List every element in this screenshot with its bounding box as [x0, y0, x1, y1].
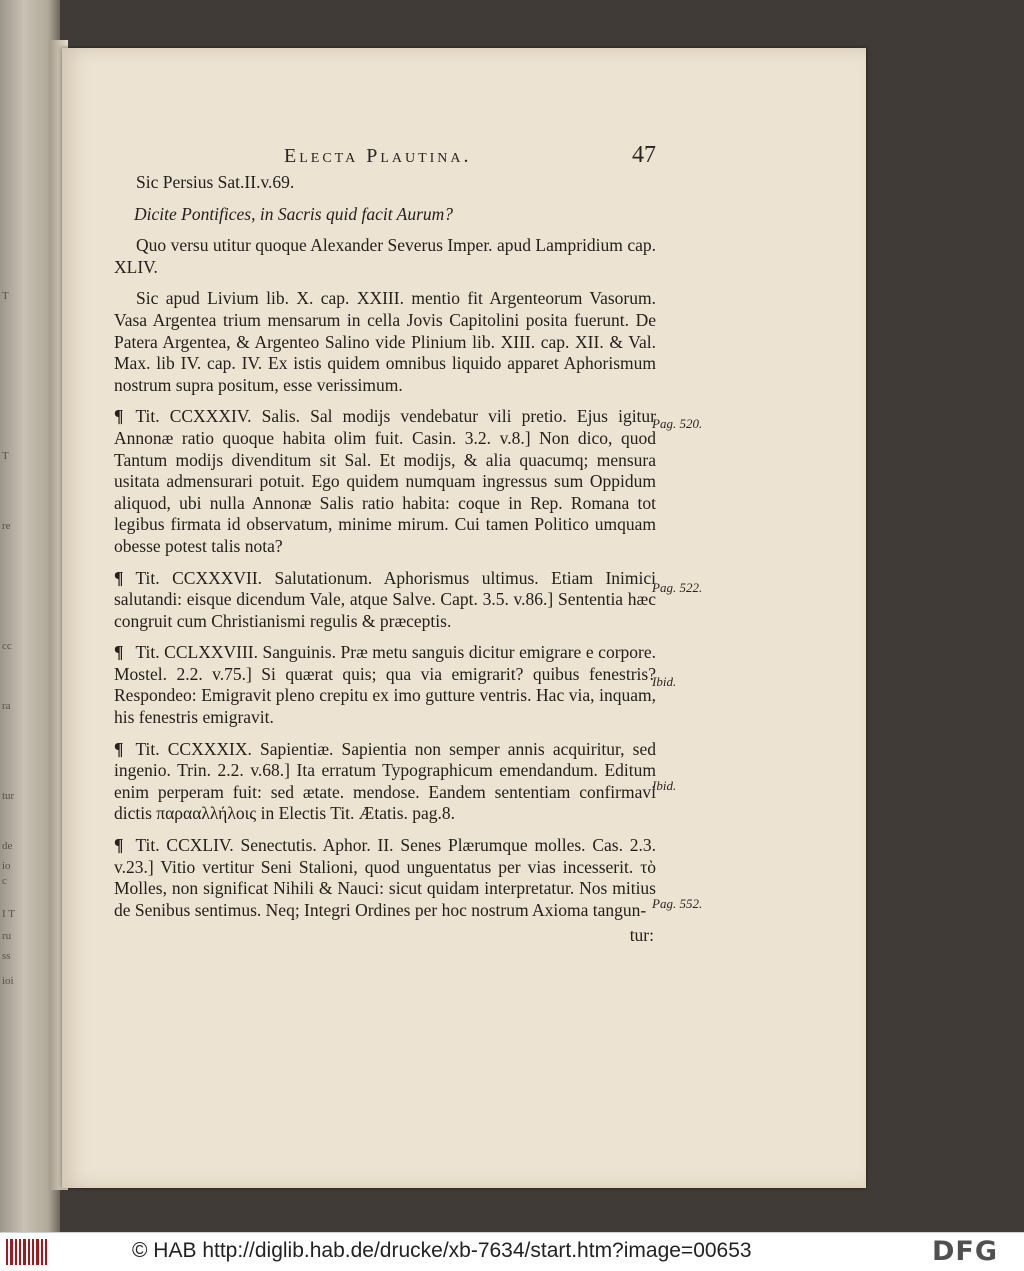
side-note: Pag. 522. [652, 580, 703, 595]
paragraph-mark: ¶ [114, 835, 124, 856]
hab-barcode-icon [6, 1239, 50, 1265]
paragraph-entry [114, 835, 656, 921]
paragraph-entry-text: Tit. CCXXXVII. Salutationum. Aphorismus ultimus. Etiam Inimici salutandi: eisque dicendum Vale, atque Salve. Capt. 3.5. v.86.] Sententia hæc congruit cum Christianismi regulis & præceptis. [114, 567, 656, 631]
paragraph-entry-text: Tit. CCXXXIV. Salis. Sal modijs vendebatur vili pretio. Ejus igitur Annonæ ratio quoque habita olim fuit. Casin. 3.2. v.8.] Non dico, quod Tantum modijs divenditum sit Sal. Et modijs, & alia quacumq; mensura usitata admensurari potuit. Ego quidem numquam ingressus sum Oppidum aliquod, ubi nulla Annonæ Salis ratio habita: coque in Rep. Romana tot legibus firmata id observatum, minime mirum. Cui tamen Politico umquam obesse potest talis nota? [114, 406, 656, 556]
page-text [114, 172, 656, 947]
left-page-fragment: cc [2, 640, 12, 652]
paragraph-mark: ¶ [114, 642, 124, 663]
book-page [62, 48, 866, 1188]
paragraph-mark: ¶ [114, 738, 124, 759]
paragraph-mark: ¶ [114, 567, 124, 588]
side-note: Pag. 520. [652, 416, 703, 431]
page-number: 47 [632, 142, 656, 168]
left-page-fragment: ioi [2, 975, 14, 987]
paragraph-entry-text: Tit. CCXXXIX. Sapientiæ. Sapientia non semper annis acquiritur, sed ingenio. Trin. 2.2. v.68.] Ita erratum Typographicum emendandum. Editum enim perperam fuit: sed ætate. mendose. Eandem sententiam confirmavi dictis παρααλλήλοις in Electis Tit. Ætatis. pag.8. [114, 738, 656, 824]
paragraph-mark: ¶ [114, 406, 124, 427]
paragraph-entry-text: Tit. CCXLIV. Senectutis. Aphor. II. Senes Plærumque molles. Cas. 2.3. v.23.] Vitio vertitur Seni Stalioni, quod unguentatus per vias incesserit. τὸ Molles, non significat Nihili & Nauci: sicut quidam interpretatur. Nos mitius de Senibus sentimus. Neq; Integri Ordines per hoc nostrum Axioma tangun- [114, 835, 656, 920]
paragraph-entry [114, 568, 656, 633]
paragraph: Quo versu utitur quoque Alexander Severus Imper. apud Lampridium cap. XLIV. [114, 235, 656, 277]
left-page-fragment: I T [2, 908, 15, 920]
side-note: Ibid. [652, 778, 677, 793]
paragraph-entry [114, 406, 656, 557]
left-page-fragment: ru [2, 930, 12, 942]
paragraph-quote: Dicite Pontifices, in Sacris quid facit Aurum? [134, 203, 454, 224]
left-page-fragment: ss [2, 950, 11, 962]
paragraph: Sic Persius Sat.II.v.69. [136, 172, 295, 192]
left-page-fragment: T [2, 450, 9, 462]
left-page-fragment: ra [2, 700, 11, 712]
left-page-fragment: c [2, 875, 7, 887]
paragraph-entry-text: Tit. CCLXXVIII. Sanguinis. Præ metu sanguis dicitur emigrare e corpore. Mostel. 2.2. v.75.] Si quærat quis; qua via emigrarit? quibus fenestris? Respondeo: Emigravit pleno crepitu ex imo gutture ventris. Hac via, inquam, his fenestris emigravit. [114, 642, 656, 728]
left-page-fragment: io [2, 860, 11, 872]
paragraph: Sic apud Livium lib. X. cap. XXIII. mentio fit Argenteorum Vasorum. Vasa Argentea trium mensarum in cella Jovis Capitolini posita fuerunt. De Patera Argentea, & Argenteo Salino vide Plinium lib. XIII. cap. XII. & Val. Max. lib IV. cap. IV. Ex istis quidem omnibus liquido apparet Aphorismum nostrum supra positum, esse verissimum. [114, 288, 656, 395]
footer-bar [0, 1232, 1024, 1271]
side-note: Pag. 552. [652, 896, 703, 911]
dfg-logo: DFG [932, 1236, 999, 1267]
left-page-fragment: Т [2, 290, 9, 302]
left-page-fragment: de [2, 840, 13, 852]
running-head: Electa Plautina. [284, 145, 472, 167]
left-page-fragment: tur [2, 790, 15, 802]
left-page-fragment: re [2, 520, 11, 532]
paragraph-entry [114, 642, 656, 728]
paragraph-entry [114, 739, 656, 825]
catchword: tur: [629, 925, 654, 946]
copyright-link[interactable]: © HAB http://diglib.hab.de/drucke/xb-7634/start.htm?image=00653 [132, 1239, 752, 1262]
side-note: Ibid. [652, 674, 677, 689]
